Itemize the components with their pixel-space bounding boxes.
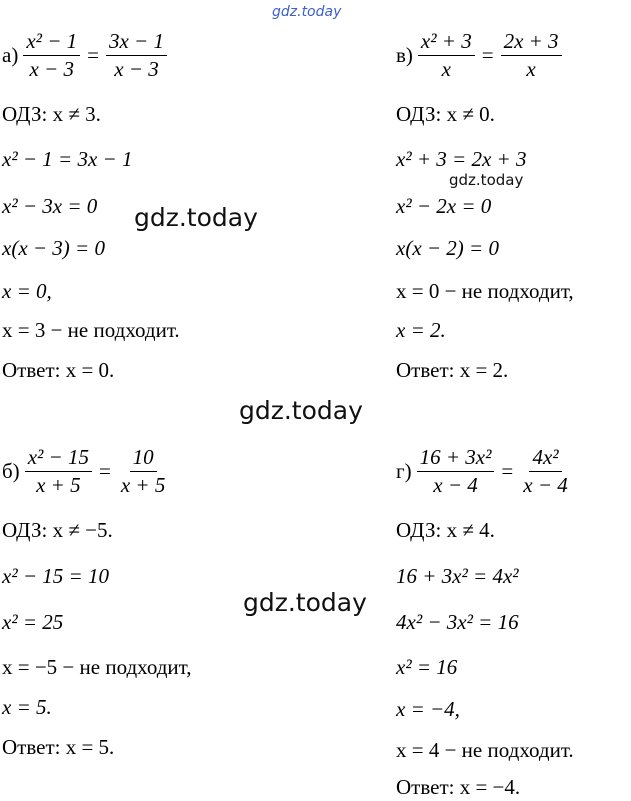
watermark-mid-1: gdz.today [134,203,258,232]
problem-g-step-5: x = 4 − не подходит. [396,738,574,762]
problem-v-label: в) [396,43,413,68]
problem-g-step-4: x = −4, [396,697,460,721]
problem-g-label: г) [396,459,412,484]
problem-b-label: б) [2,459,20,484]
fraction-numerator: 10 [130,446,157,472]
problem-v-step-2: x² − 2x = 0 [396,194,492,218]
problem-v-equation [396,30,565,81]
problem-g-step-3: x² = 16 [396,655,458,679]
problem-b-step-3: x = −5 − не подходит, [2,655,192,679]
problem-a-step-4: x = 0, [2,279,52,303]
equals-sign: = [501,459,514,484]
problem-a-step-2: x² − 3x = 0 [2,194,98,218]
problem-a-answer: Ответ: x = 0. [2,358,115,382]
problem-a-step-1: x² − 1 = 3x − 1 [2,147,133,171]
fraction-denominator: x − 4 [433,473,478,498]
problem-g-fraction-right [520,446,571,497]
problem-b-fraction-right [118,446,169,497]
problem-v-step-3: x(x − 2) = 0 [396,236,499,260]
watermark-mid-2: gdz.today [239,396,363,425]
fraction-numerator: x² + 3 [418,30,475,56]
fraction-denominator: x + 5 [120,473,166,498]
problem-b-equation [2,446,171,497]
problem-b-answer: Ответ: x = 5. [2,735,115,759]
fraction-numerator: x² − 1 [23,30,80,56]
fraction-denominator: x − 3 [114,57,159,82]
problem-v-fraction-right [501,30,562,81]
fraction-denominator: x + 5 [36,473,81,498]
fraction-denominator: x [441,57,451,82]
problem-b-fraction-left [25,446,92,497]
problem-a-step-3: x(x − 3) = 0 [2,236,105,260]
fraction-numerator: x² − 15 [25,446,92,472]
fraction-denominator: x − 3 [29,57,74,82]
problem-a-fraction-right [106,30,167,81]
watermark-mid-3: gdz.today [243,588,367,617]
watermark-top: gdz.today [272,4,342,20]
fraction-numerator: 4x² [529,446,561,472]
fraction-numerator: 16 + 3x² [417,446,495,472]
problem-v-answer: Ответ: x = 2. [396,358,509,382]
problem-b-step-4: x = 5. [2,695,52,719]
equals-sign: = [98,459,111,484]
problem-a-fraction-left [23,30,80,81]
problem-v-fraction-left [418,30,475,81]
problem-g-step-2: 4x² − 3x² = 16 [396,610,519,634]
problem-g-equation [396,446,574,497]
problem-g-fraction-left [417,446,495,497]
problem-v-odz: ОДЗ: x ≠ 0. [396,102,495,126]
problem-a-odz: ОДЗ: x ≠ 3. [2,102,101,126]
fraction-denominator: x [526,57,536,82]
problem-a-label: а) [2,43,19,68]
watermark-small: gdz.today [449,171,524,189]
problem-a-equation [2,30,170,81]
fraction-numerator: 2x + 3 [501,30,562,56]
problem-b-step-1: x² − 15 = 10 [2,564,109,588]
problem-v-step-1: x² + 3 = 2x + 3 [396,147,527,171]
problem-v-step-5: x = 2. [396,318,446,342]
problem-g-odz: ОДЗ: x ≠ 4. [396,518,495,542]
problem-g-answer: Ответ: x = −4. [396,775,521,799]
equals-sign: = [87,43,99,68]
equals-sign: = [481,43,494,68]
problem-b-step-2: x² = 25 [2,610,64,634]
problem-g-step-1: 16 + 3x² = 4x² [396,564,519,588]
problem-b-odz: ОДЗ: x ≠ −5. [2,518,113,542]
fraction-denominator: x − 4 [523,473,568,498]
problem-a-step-5: x = 3 − не подходит. [2,318,180,342]
problem-v-step-4: x = 0 − не подходит, [396,279,574,303]
fraction-numerator: 3x − 1 [106,30,167,56]
